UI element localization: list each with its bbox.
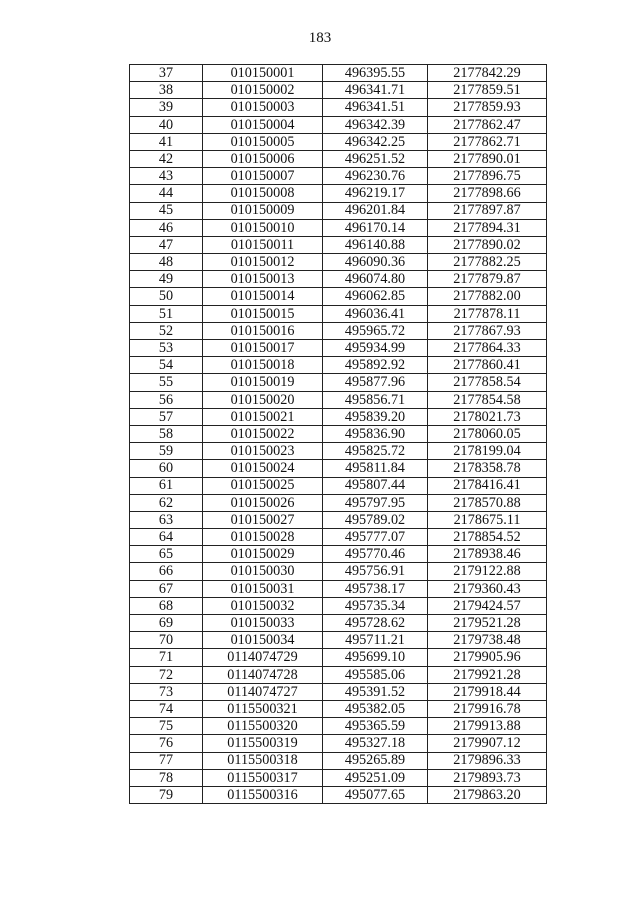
point-number-cell: 60 bbox=[130, 460, 203, 477]
y-coordinate-cell: 2179905.96 bbox=[428, 649, 547, 666]
table-row bbox=[130, 340, 547, 357]
y-coordinate-cell: 2179907.12 bbox=[428, 735, 547, 752]
coordinates-table-body bbox=[130, 65, 547, 804]
table-row bbox=[130, 683, 547, 700]
point-number-cell: 67 bbox=[130, 580, 203, 597]
x-coordinate-cell: 496090.36 bbox=[323, 254, 428, 271]
point-number-cell: 65 bbox=[130, 546, 203, 563]
table-row bbox=[130, 529, 547, 546]
y-coordinate-cell: 2179913.88 bbox=[428, 718, 547, 735]
x-coordinate-cell: 496062.85 bbox=[323, 288, 428, 305]
point-id-cell: 010150026 bbox=[203, 494, 323, 511]
y-coordinate-cell: 2177862.71 bbox=[428, 133, 547, 150]
y-coordinate-cell: 2177898.66 bbox=[428, 185, 547, 202]
y-coordinate-cell: 2177890.01 bbox=[428, 150, 547, 167]
point-id-cell: 010150031 bbox=[203, 580, 323, 597]
point-id-cell: 010150030 bbox=[203, 563, 323, 580]
table-row bbox=[130, 65, 547, 82]
x-coordinate-cell: 495327.18 bbox=[323, 735, 428, 752]
x-coordinate-cell: 495711.21 bbox=[323, 632, 428, 649]
point-id-cell: 010150015 bbox=[203, 305, 323, 322]
point-id-cell: 0114074727 bbox=[203, 683, 323, 700]
point-id-cell: 010150027 bbox=[203, 511, 323, 528]
y-coordinate-cell: 2179424.57 bbox=[428, 597, 547, 614]
table-row bbox=[130, 185, 547, 202]
point-number-cell: 38 bbox=[130, 82, 203, 99]
point-number-cell: 71 bbox=[130, 649, 203, 666]
table-row bbox=[130, 632, 547, 649]
point-id-cell: 0115500319 bbox=[203, 735, 323, 752]
y-coordinate-cell: 2177896.75 bbox=[428, 168, 547, 185]
table-row bbox=[130, 580, 547, 597]
point-number-cell: 40 bbox=[130, 116, 203, 133]
point-id-cell: 010150024 bbox=[203, 460, 323, 477]
point-id-cell: 0114074729 bbox=[203, 649, 323, 666]
point-id-cell: 010150008 bbox=[203, 185, 323, 202]
point-number-cell: 77 bbox=[130, 752, 203, 769]
point-id-cell: 0115500320 bbox=[203, 718, 323, 735]
point-id-cell: 010150022 bbox=[203, 425, 323, 442]
x-coordinate-cell: 496341.71 bbox=[323, 82, 428, 99]
point-id-cell: 010150001 bbox=[203, 65, 323, 82]
point-number-cell: 70 bbox=[130, 632, 203, 649]
table-row bbox=[130, 477, 547, 494]
coordinates-table bbox=[129, 64, 547, 804]
y-coordinate-cell: 2179921.28 bbox=[428, 666, 547, 683]
table-row bbox=[130, 700, 547, 717]
point-number-cell: 62 bbox=[130, 494, 203, 511]
y-coordinate-cell: 2178358.78 bbox=[428, 460, 547, 477]
x-coordinate-cell: 495934.99 bbox=[323, 340, 428, 357]
point-number-cell: 56 bbox=[130, 391, 203, 408]
point-id-cell: 010150010 bbox=[203, 219, 323, 236]
page-number: 183 bbox=[308, 30, 332, 46]
point-number-cell: 64 bbox=[130, 529, 203, 546]
y-coordinate-cell: 2177879.87 bbox=[428, 271, 547, 288]
table-row bbox=[130, 546, 547, 563]
point-id-cell: 010150021 bbox=[203, 408, 323, 425]
point-id-cell: 0115500321 bbox=[203, 700, 323, 717]
point-number-cell: 59 bbox=[130, 443, 203, 460]
point-number-cell: 53 bbox=[130, 340, 203, 357]
point-id-cell: 010150016 bbox=[203, 322, 323, 339]
point-number-cell: 54 bbox=[130, 357, 203, 374]
table-row bbox=[130, 133, 547, 150]
point-number-cell: 69 bbox=[130, 615, 203, 632]
point-id-cell: 010150025 bbox=[203, 477, 323, 494]
table-row bbox=[130, 425, 547, 442]
y-coordinate-cell: 2179896.33 bbox=[428, 752, 547, 769]
point-id-cell: 0115500317 bbox=[203, 769, 323, 786]
table-row bbox=[130, 408, 547, 425]
y-coordinate-cell: 2177860.41 bbox=[428, 357, 547, 374]
table-row bbox=[130, 357, 547, 374]
x-coordinate-cell: 496342.25 bbox=[323, 133, 428, 150]
point-number-cell: 42 bbox=[130, 150, 203, 167]
x-coordinate-cell: 495825.72 bbox=[323, 443, 428, 460]
x-coordinate-cell: 495892.92 bbox=[323, 357, 428, 374]
y-coordinate-cell: 2179360.43 bbox=[428, 580, 547, 597]
y-coordinate-cell: 2177867.93 bbox=[428, 322, 547, 339]
x-coordinate-cell: 495770.46 bbox=[323, 546, 428, 563]
table-row bbox=[130, 271, 547, 288]
y-coordinate-cell: 2177858.54 bbox=[428, 374, 547, 391]
point-number-cell: 39 bbox=[130, 99, 203, 116]
point-number-cell: 44 bbox=[130, 185, 203, 202]
point-number-cell: 52 bbox=[130, 322, 203, 339]
point-id-cell: 010150013 bbox=[203, 271, 323, 288]
x-coordinate-cell: 496140.88 bbox=[323, 236, 428, 253]
table-row bbox=[130, 305, 547, 322]
table-row bbox=[130, 99, 547, 116]
point-id-cell: 010150033 bbox=[203, 615, 323, 632]
table-row bbox=[130, 168, 547, 185]
y-coordinate-cell: 2179916.78 bbox=[428, 700, 547, 717]
point-id-cell: 010150014 bbox=[203, 288, 323, 305]
table-row bbox=[130, 236, 547, 253]
point-id-cell: 010150020 bbox=[203, 391, 323, 408]
table-row bbox=[130, 219, 547, 236]
table-row bbox=[130, 666, 547, 683]
point-number-cell: 46 bbox=[130, 219, 203, 236]
x-coordinate-cell: 495077.65 bbox=[323, 786, 428, 803]
table-row bbox=[130, 374, 547, 391]
table-row bbox=[130, 649, 547, 666]
table-row bbox=[130, 288, 547, 305]
table-row bbox=[130, 752, 547, 769]
point-id-cell: 010150009 bbox=[203, 202, 323, 219]
point-id-cell: 010150019 bbox=[203, 374, 323, 391]
point-number-cell: 50 bbox=[130, 288, 203, 305]
y-coordinate-cell: 2177854.58 bbox=[428, 391, 547, 408]
x-coordinate-cell: 496341.51 bbox=[323, 99, 428, 116]
table-row bbox=[130, 494, 547, 511]
y-coordinate-cell: 2179893.73 bbox=[428, 769, 547, 786]
point-number-cell: 76 bbox=[130, 735, 203, 752]
point-id-cell: 0115500318 bbox=[203, 752, 323, 769]
point-id-cell: 010150007 bbox=[203, 168, 323, 185]
table-row bbox=[130, 563, 547, 580]
y-coordinate-cell: 2177859.51 bbox=[428, 82, 547, 99]
point-id-cell: 010150006 bbox=[203, 150, 323, 167]
point-id-cell: 010150004 bbox=[203, 116, 323, 133]
y-coordinate-cell: 2178199.04 bbox=[428, 443, 547, 460]
table-row bbox=[130, 322, 547, 339]
x-coordinate-cell: 495738.17 bbox=[323, 580, 428, 597]
x-coordinate-cell: 495797.95 bbox=[323, 494, 428, 511]
table-row bbox=[130, 254, 547, 271]
x-coordinate-cell: 496170.14 bbox=[323, 219, 428, 236]
table-row bbox=[130, 460, 547, 477]
y-coordinate-cell: 2177882.25 bbox=[428, 254, 547, 271]
table-row bbox=[130, 202, 547, 219]
point-id-cell: 010150028 bbox=[203, 529, 323, 546]
point-number-cell: 72 bbox=[130, 666, 203, 683]
point-number-cell: 48 bbox=[130, 254, 203, 271]
x-coordinate-cell: 495839.20 bbox=[323, 408, 428, 425]
point-number-cell: 58 bbox=[130, 425, 203, 442]
point-id-cell: 010150012 bbox=[203, 254, 323, 271]
y-coordinate-cell: 2177862.47 bbox=[428, 116, 547, 133]
y-coordinate-cell: 2177842.29 bbox=[428, 65, 547, 82]
y-coordinate-cell: 2177897.87 bbox=[428, 202, 547, 219]
y-coordinate-cell: 2177894.31 bbox=[428, 219, 547, 236]
x-coordinate-cell: 496074.80 bbox=[323, 271, 428, 288]
point-number-cell: 49 bbox=[130, 271, 203, 288]
x-coordinate-cell: 496219.17 bbox=[323, 185, 428, 202]
x-coordinate-cell: 496230.76 bbox=[323, 168, 428, 185]
y-coordinate-cell: 2179521.28 bbox=[428, 615, 547, 632]
table-row bbox=[130, 443, 547, 460]
point-number-cell: 61 bbox=[130, 477, 203, 494]
x-coordinate-cell: 495856.71 bbox=[323, 391, 428, 408]
x-coordinate-cell: 495735.34 bbox=[323, 597, 428, 614]
x-coordinate-cell: 496342.39 bbox=[323, 116, 428, 133]
table-row bbox=[130, 391, 547, 408]
point-id-cell: 010150034 bbox=[203, 632, 323, 649]
x-coordinate-cell: 495807.44 bbox=[323, 477, 428, 494]
point-number-cell: 63 bbox=[130, 511, 203, 528]
point-number-cell: 78 bbox=[130, 769, 203, 786]
table-row bbox=[130, 150, 547, 167]
point-number-cell: 41 bbox=[130, 133, 203, 150]
table-row bbox=[130, 718, 547, 735]
x-coordinate-cell: 495777.07 bbox=[323, 529, 428, 546]
table-row bbox=[130, 786, 547, 803]
point-number-cell: 66 bbox=[130, 563, 203, 580]
point-id-cell: 010150018 bbox=[203, 357, 323, 374]
point-number-cell: 79 bbox=[130, 786, 203, 803]
y-coordinate-cell: 2178021.73 bbox=[428, 408, 547, 425]
x-coordinate-cell: 495789.02 bbox=[323, 511, 428, 528]
y-coordinate-cell: 2178570.88 bbox=[428, 494, 547, 511]
table-row bbox=[130, 116, 547, 133]
x-coordinate-cell: 496201.84 bbox=[323, 202, 428, 219]
x-coordinate-cell: 495756.91 bbox=[323, 563, 428, 580]
y-coordinate-cell: 2177882.00 bbox=[428, 288, 547, 305]
x-coordinate-cell: 495728.62 bbox=[323, 615, 428, 632]
point-id-cell: 010150002 bbox=[203, 82, 323, 99]
point-id-cell: 0115500316 bbox=[203, 786, 323, 803]
point-number-cell: 73 bbox=[130, 683, 203, 700]
point-id-cell: 010150023 bbox=[203, 443, 323, 460]
y-coordinate-cell: 2179122.88 bbox=[428, 563, 547, 580]
point-number-cell: 43 bbox=[130, 168, 203, 185]
point-id-cell: 010150029 bbox=[203, 546, 323, 563]
x-coordinate-cell: 495382.05 bbox=[323, 700, 428, 717]
point-number-cell: 57 bbox=[130, 408, 203, 425]
table-row bbox=[130, 735, 547, 752]
y-coordinate-cell: 2179918.44 bbox=[428, 683, 547, 700]
table-row bbox=[130, 615, 547, 632]
y-coordinate-cell: 2178675.11 bbox=[428, 511, 547, 528]
x-coordinate-cell: 496395.55 bbox=[323, 65, 428, 82]
x-coordinate-cell: 495836.90 bbox=[323, 425, 428, 442]
point-number-cell: 47 bbox=[130, 236, 203, 253]
point-id-cell: 010150032 bbox=[203, 597, 323, 614]
point-number-cell: 75 bbox=[130, 718, 203, 735]
x-coordinate-cell: 496036.41 bbox=[323, 305, 428, 322]
x-coordinate-cell: 495585.06 bbox=[323, 666, 428, 683]
point-id-cell: 010150003 bbox=[203, 99, 323, 116]
point-id-cell: 0114074728 bbox=[203, 666, 323, 683]
point-number-cell: 68 bbox=[130, 597, 203, 614]
table-row bbox=[130, 82, 547, 99]
y-coordinate-cell: 2178938.46 bbox=[428, 546, 547, 563]
x-coordinate-cell: 495877.96 bbox=[323, 374, 428, 391]
y-coordinate-cell: 2177859.93 bbox=[428, 99, 547, 116]
x-coordinate-cell: 495391.52 bbox=[323, 683, 428, 700]
y-coordinate-cell: 2177890.02 bbox=[428, 236, 547, 253]
x-coordinate-cell: 495965.72 bbox=[323, 322, 428, 339]
y-coordinate-cell: 2179863.20 bbox=[428, 786, 547, 803]
point-number-cell: 37 bbox=[130, 65, 203, 82]
x-coordinate-cell: 495365.59 bbox=[323, 718, 428, 735]
point-id-cell: 010150017 bbox=[203, 340, 323, 357]
x-coordinate-cell: 495811.84 bbox=[323, 460, 428, 477]
table-row bbox=[130, 769, 547, 786]
table-row bbox=[130, 597, 547, 614]
point-number-cell: 51 bbox=[130, 305, 203, 322]
y-coordinate-cell: 2177864.33 bbox=[428, 340, 547, 357]
x-coordinate-cell: 495251.09 bbox=[323, 769, 428, 786]
point-id-cell: 010150005 bbox=[203, 133, 323, 150]
point-number-cell: 74 bbox=[130, 700, 203, 717]
y-coordinate-cell: 2178854.52 bbox=[428, 529, 547, 546]
y-coordinate-cell: 2179738.48 bbox=[428, 632, 547, 649]
point-number-cell: 55 bbox=[130, 374, 203, 391]
point-id-cell: 010150011 bbox=[203, 236, 323, 253]
y-coordinate-cell: 2177878.11 bbox=[428, 305, 547, 322]
table-row bbox=[130, 511, 547, 528]
x-coordinate-cell: 495699.10 bbox=[323, 649, 428, 666]
x-coordinate-cell: 495265.89 bbox=[323, 752, 428, 769]
point-number-cell: 45 bbox=[130, 202, 203, 219]
x-coordinate-cell: 496251.52 bbox=[323, 150, 428, 167]
y-coordinate-cell: 2178416.41 bbox=[428, 477, 547, 494]
y-coordinate-cell: 2178060.05 bbox=[428, 425, 547, 442]
